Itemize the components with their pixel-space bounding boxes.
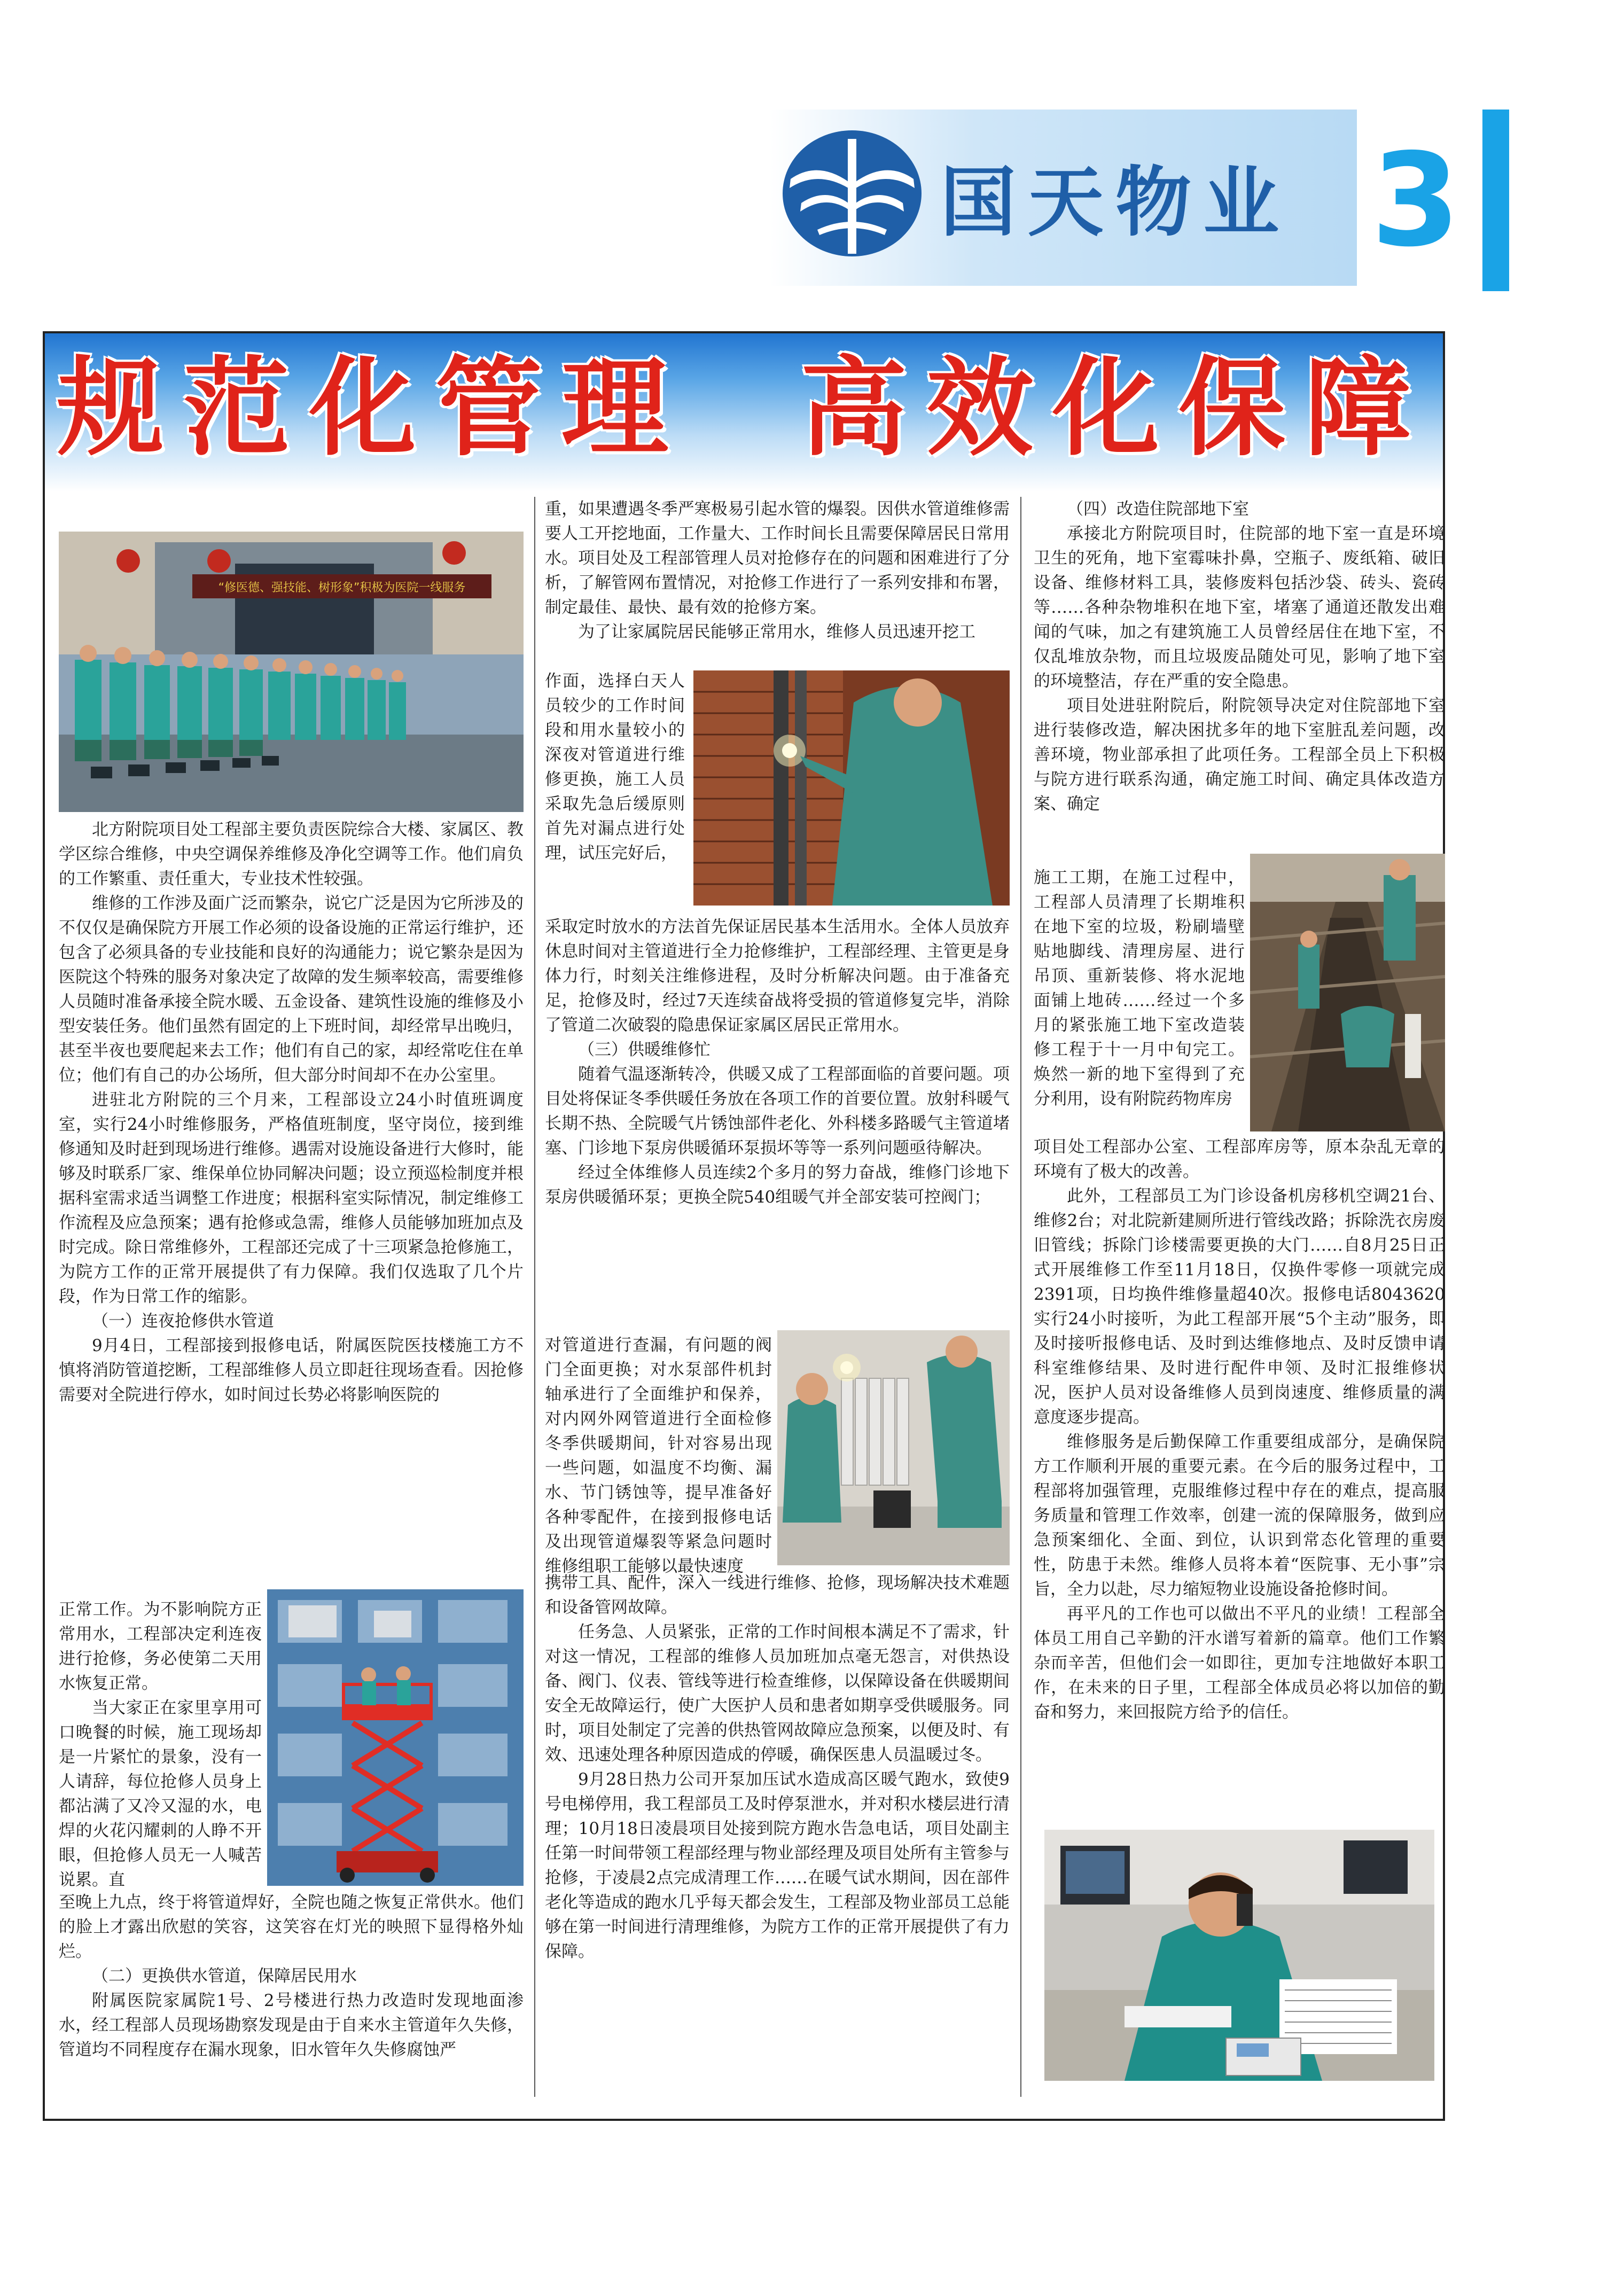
paragraph: 作面，选择白天人员较少的工作时间段和用水量较小的深夜对管道进行维修更换，施工人员采取先急后缓原则首先对漏点进行处理，试压完好后， (545, 672, 685, 863)
paragraph: 维修的工作涉及面广泛而繁杂，说它广泛是因为它所涉及的不仅仅是确保院方开展工作必须的设备设施的正常运行维护，还包含了必须具备的专业技能和良好的沟通能力；说它繁杂是因为医院这个特殊的服务对象决定了故障的发生频率较高，需要维修人员随时准备承接全院水暖、五金设备、建筑性设施的维修及小型安装任务。他们虽然有固定的上下班时间，却经常早出晚归，甚至半夜也要爬起来去工作；他们有自己的家，却经常吃住在单位；他们有自己的办公场所，但大部分时间却不在办公室里。 (59, 894, 524, 1085)
col2-text-wrap-2 (545, 1333, 772, 1579)
section-heading-4: （四）改造住院部地下室 (1067, 500, 1249, 519)
col2-text-wrap-1 (545, 669, 685, 865)
col3-text-wrap (1034, 865, 1245, 1111)
photo-phone-operator (1044, 1830, 1434, 2081)
col3-text-top (1034, 497, 1445, 816)
col1-text-wrap (59, 1597, 262, 1892)
paragraph: 随着气温逐渐转冷，供暖又成了工程部面临的首要问题。项目处将保证冬季供暖任务放在各项工作的首要位置。放射科暖气长期不热、全院暖气片锈蚀部件老化、外科楼多路暖气主管道堵塞、门诊地下泵房供暖循环泵损坏等等一系列问题亟待解决。 (545, 1065, 1010, 1158)
col2-text-mid (545, 915, 1010, 1209)
paragraph: 附属医院家属院1号、2号楼进行热力改造时发现地面渗水，经工程部人员现场勘察发现是由于自来水主管道年久失修，管道均不同程度存在漏水现象，旧水管年久失修腐蚀严 (59, 1991, 524, 2059)
paragraph: 经过全体维修人员连续2个多月的努力奋战，维修门诊地下泵房供暖循环泵；更换全院540组暖气并全部安装可控阀门； (545, 1163, 1010, 1207)
paragraph: 携带工具、配件，深入一线进行维修、抢修，现场解决技术难题和设备管网故障。 (545, 1573, 1010, 1617)
paragraph: 重，如果遭遇冬季严寒极易引起水管的爆裂。因供水管道维修需要人工开挖地面，工作量大、工作时间长且需要保障居民日常用水。项目处及工程部管理人员对抢修存在的问题和困难进行了分析，了解管网布置情况，对抢修工作进行了一系列安排和布署，制定最佳、最快、最有效的抢修方案。 (545, 500, 1010, 617)
paragraph: 项目处工程部办公室、工程部库房等，原本杂乱无章的环境有了极大的改善。 (1034, 1137, 1445, 1181)
paragraph: 项目处进驻附院后，附院领导决定对住院部地下室进行装修改造，解决困扰多年的地下室脏乱差问题，改善环境，物业部承担了此项任务。工程部全员上下积极与院方进行联系沟通，确定施工时间、确定具体改造方案、确定 (1034, 696, 1445, 814)
col1-text-top (59, 817, 524, 1407)
page-number: 3 (1371, 126, 1461, 275)
col1-text-bottom (59, 1890, 524, 2062)
paragraph: 为了让家属院居民能够正常用水，维修人员迅速开挖工 (578, 622, 975, 642)
paragraph: 对管道进行查漏，有问题的阀门全面更换；对水泵部件机封轴承进行了全面维护和保养，对内网外网管道进行全面检修冬季供暖期间，针对容易出现一些问题，如温度不均衡、漏水、节门锈蚀等，提早准备好各种零配件，在接到报修电话及出现管道爆裂等紧急问题时维修组职工能够以最快速度 (545, 1336, 772, 1576)
paragraph: 北方附院项目处工程部主要负责医院综合大楼、家属区、教学区综合维修，中央空调保养维修及净化空调等工作。他们肩负的工作繁重、责任重大，专业技术性较强。 (59, 820, 524, 888)
section-heading-2: （二）更换供水管道，保障居民用水 (92, 1966, 357, 1986)
photo-basement-trench (1250, 854, 1445, 1131)
guotian-logo-icon (780, 128, 924, 259)
col2-text-top (545, 497, 1010, 644)
paragraph: 此外，工程部员工为门诊设备机房移机空调21台、维修2台；对北院新建厕所进行管线改路；拆除洗衣房废旧管线；拆除门诊楼需要更换的大门……自8月25日正式开展维修工作至11月18日，仅换件零修一项就完成2391项，日均换件维修量超40次。报修电话8043620实行24小时接听，为此工程部开展“5个主动”服务，即及时接听报修电话、及时到达维修地点、及时反馈申请科室维修结果、及时进行配件申领、及时汇报维修状况，医护人员对设备维修人员到岗速度、维修质量的满意度逐步提高。 (1034, 1187, 1445, 1427)
photo-workers-lineup (59, 532, 524, 812)
section-heading-3: （三）供暖维修忙 (578, 1040, 710, 1059)
paragraph: 任务急、人员紧张，正常的工作时间根本满足不了需求，针对这一情况，工程部的维修人员加班加点毫无怨言，对供热设备、阀门、仪表、管线等进行检查维修，以保障设备在供暖期间安全无故障运行，使广大医护人员和患者如期享受供暖服务。同时，项目处制定了完善的供热管网故障应急预案，以便及时、有效、迅速处理各种原因造成的停暖，确保医患人员温暖过冬。 (545, 1622, 1010, 1765)
col3-text-bottom (1034, 1135, 1445, 1724)
column-rule-1 (534, 497, 535, 2097)
headline-title: 规范化管理 高效化保障 (57, 346, 1431, 471)
paragraph: 承接北方附院项目时，住院部的地下室一直是环境卫生的死角，地下室霉味扑鼻，空瓶子、废纸箱、破旧设备、维修材料工具，装修废料包括沙袋、砖头、瓷砖等……各种杂物堆积在地下室，堵塞了通道还散发出难闻的气味，加之有建筑施工人员曾经居住在地下室，不仅乱堆放杂物，而且垃圾废品随处可见，影响了地下室的环境整洁，存在严重的安全隐患。 (1034, 524, 1445, 691)
paragraph: 维修服务是后勤保障工作重要组成部分，是确保院方工作顺利开展的重要元素。在今后的服务过程中，工程部将加强管理，克服维修过程中存在的难点，提高服务质量和管理工作效率，创建一流的保障服务，做到应急预案细化、全面、到位，认识到常态化管理的重要性，防患于未然。维修人员将本着“医院事、无小事”宗旨，全力以赴，尽力缩短物业设施设备抢修时间。 (1034, 1432, 1445, 1599)
col2-text-bottom (545, 1571, 1010, 1964)
brand-name: 国天物业 (940, 159, 1291, 247)
paragraph: 9月28日热力公司开泵加压试水造成高区暖气跑水，致使9号电梯停用，我工程部员工及时停泵泄水，并对积水楼层进行清理；10月18日凌晨项目处接到院方跑水告急电话，项目处副主任第一时间带领工程部经理与物业部经理及项目处所有主管参与抢修，于凌晨2点完成清理工作……在暖气试水期间，因在部件老化等造成的跑水几乎每天都会发生，工程部及物业部员工总能够在第一时间进行清理维修，为院方工作的正常开展提供了有力保障。 (545, 1770, 1010, 1961)
photo-scissor-lift (267, 1589, 524, 1886)
paragraph: 施工工期，在施工过程中，工程部人员清理了长期堆积在地下室的垃圾，粉刷墙壁贴地脚线、清理房屋、进行吊顶、重新装修、将水泥地面铺上地砖……经过一个多月的紧张施工地下室改造装修工程于十一月中旬完工。焕然一新的地下室得到了充分利用，设有附院药物库房 (1034, 868, 1245, 1109)
paragraph: 正常工作。为不影响院方正常用水，工程部决定利连夜进行抢修，务必使第二天用水恢复正常。 (59, 1600, 262, 1693)
paragraph: 进驻北方附院的三个月来，工程部设立24小时值班调度室，实行24小时维修服务，严格值班制度，坚守岗位，接到维修通知及时赶到现场进行维修。遇需对设施设备进行大修时，能够及时联系厂家、维保单位协同解决问题；设立预巡检制度并根据科室需求适当调整工作进度；根据科室实际情况，制定维修工作流程及应急预案；遇有抢修或急需，维修人员能够加班加点及时完成。除日常维修外，工程部还完成了十三项紧急抢修施工，为院方工作的正常开展提供了有力保障。我们仅选取了几个片段，作为日常工作的缩影。 (59, 1090, 524, 1306)
lineup-sign-text: “修医德、强技能、树形象”积极为医院一线服务 (218, 581, 466, 595)
paragraph: 再平凡的工作也可以做出不平凡的业绩！工程部全体员工用自己辛勤的汗水谱写着新的篇章。他们工作繁杂而辛苦，但他们会一如即往，更加专注地做好本职工作，在未来的日子里，工程部全体成员必将以加倍的勤奋和努力，来回报院方给予的信任。 (1034, 1604, 1445, 1722)
page-number-bar (1482, 110, 1509, 291)
section-heading-1: （一）连夜抢修供水管道 (92, 1312, 274, 1331)
paragraph: 采取定时放水的方法首先保证居民基本生活用水。全体人员放弃休息时间对主管道进行全力抢修维护，工程部经理、主管更是身体力行，时刻关注维修进程，及时分析解决问题。由于准备充足，抢修及时，经过7天连续奋战将受损的管道修复完毕，消除了管道二次破裂的隐患保证家属区居民正常用水。 (545, 917, 1010, 1035)
photo-radiator-repair (777, 1330, 1010, 1565)
column-rule-2 (1020, 497, 1021, 2097)
paragraph: 当大家正在家里享用可口晚餐的时候，施工现场却是一片紧忙的景象，没有一人请辞，每位抢修人员身上都沾满了又冷又湿的水，电焊的火花闪耀刺的人睁不开眼，但抢修人员无一人喊苦说累。直 (59, 1698, 262, 1890)
paragraph: 至晚上九点，终于将管道焊好，全院也随之恢复正常供水。他们的脸上才露出欣慰的笑容，这笑容在灯光的映照下显得格外灿烂。 (59, 1893, 524, 1961)
paragraph: 9月4日，工程部接到报修电话，附属医院医技楼施工方不慎将消防管道挖断，工程部维修人员立即赶往现场查看。因抢修需要对全院进行停水，如时间过长势必将影响医院的 (59, 1336, 524, 1404)
photo-welding-pipe (693, 670, 1010, 906)
